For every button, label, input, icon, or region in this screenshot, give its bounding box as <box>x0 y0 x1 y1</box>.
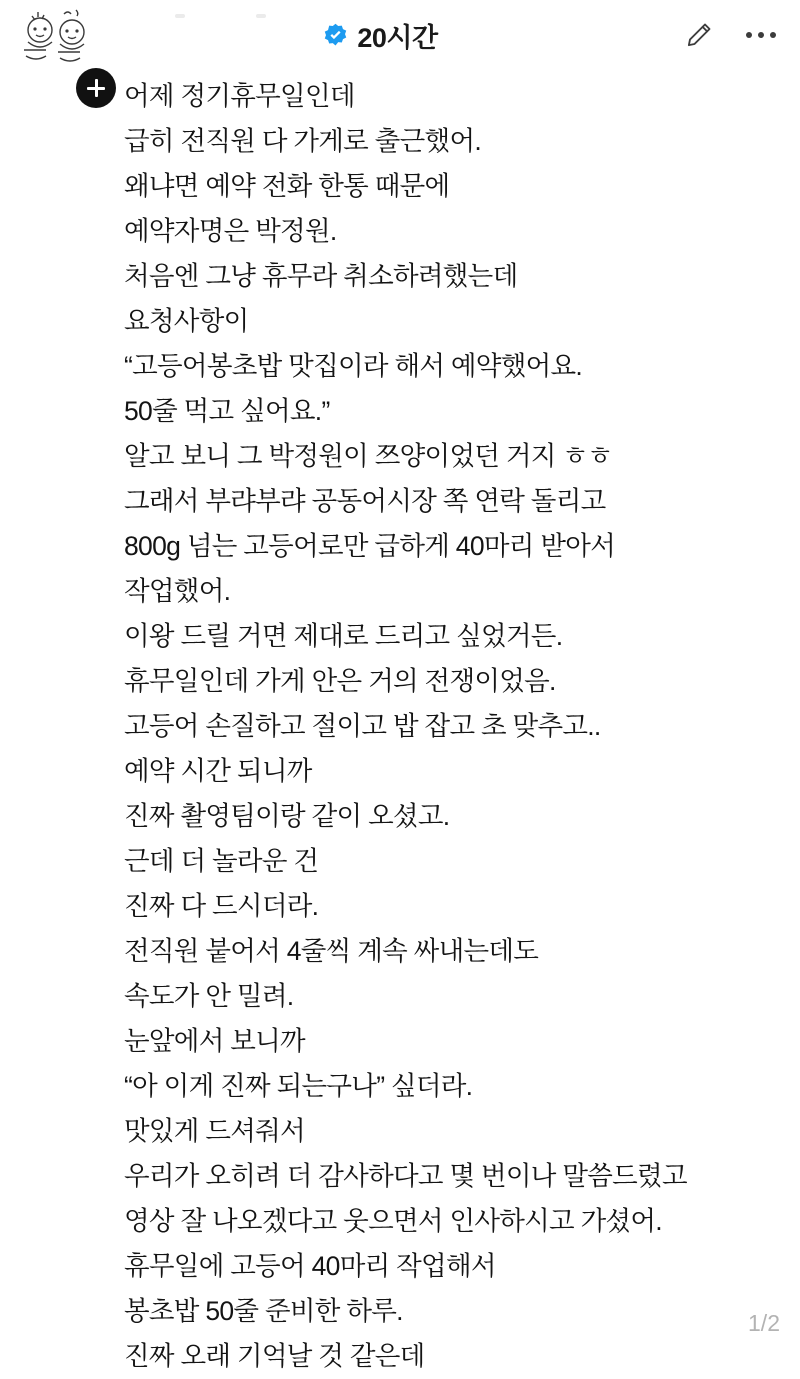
post-line: 요청사항이 <box>124 306 249 336</box>
post-line: 맛있게 드셔줘서 <box>124 1116 305 1146</box>
verified-badge-icon <box>322 22 349 49</box>
post-line: 휴무일인데 가게 안은 거의 전쟁이었음. <box>124 666 556 696</box>
post-header <box>0 0 800 70</box>
post-line: 우리가 오히려 더 감사하다고 몇 번이나 말씀드렸고 <box>124 1161 687 1191</box>
avatar-illustration-icon <box>14 4 98 66</box>
post-line: 봉초밥 50줄 준비한 하루. <box>124 1296 403 1326</box>
post-line: 속도가 안 밀려. <box>124 981 294 1011</box>
post-line: “아 이게 진짜 되는구나” 싶더라. <box>124 1071 473 1101</box>
post-line: 영상 잘 나오겠다고 웃으면서 인사하시고 가셨어. <box>124 1206 662 1236</box>
post-line: “고등어봉초밥 맛집이라 해서 예약했어요. <box>124 351 583 381</box>
post-text-body <box>0 70 800 1379</box>
post-line: 800g 넘는 고등어로만 급하게 40마리 받아서 <box>124 531 616 561</box>
post-line: 고등어 손질하고 절이고 밥 잡고 초 맞추고.. <box>124 711 601 741</box>
post-line: 처음엔 그냥 휴무라 취소하려했는데 <box>124 261 518 291</box>
more-options-icon[interactable] <box>744 18 778 52</box>
post-line: 급히 전직원 다 가게로 출근했어. <box>124 126 481 156</box>
timestamp-label: 20시간 <box>357 22 438 53</box>
post-line: 진짜 오래 기억날 것 같은데 <box>124 1341 425 1371</box>
avatar[interactable] <box>14 4 98 66</box>
post-line: 왜냐면 예약 전화 한통 때문에 <box>124 171 450 201</box>
post-line: 진짜 다 드시더라. <box>124 891 319 921</box>
header-faint-mark <box>256 14 266 18</box>
post-line: 진짜 촬영팀이랑 같이 오셨고. <box>124 801 450 831</box>
post-line: 예약자명은 박정원. <box>124 216 337 246</box>
post-line: 50줄 먹고 싶어요.” <box>124 396 330 426</box>
post-line: 작업했어. <box>124 576 231 606</box>
post-line: 그래서 부랴부랴 공동어시장 쪽 연락 돌리고 <box>124 486 606 516</box>
add-follow-button[interactable] <box>76 68 116 108</box>
post-line: 눈앞에서 보니까 <box>124 1026 305 1056</box>
header-center <box>78 16 682 55</box>
post-line: 어제 정기휴무일인데 <box>124 81 355 111</box>
pencil-icon[interactable] <box>682 18 716 52</box>
page-indicator: 1/2 <box>748 1310 780 1336</box>
post-line: 이왕 드릴 거면 제대로 드리고 싶었거든. <box>124 621 563 651</box>
post-line: 예약 시간 되니까 <box>124 756 312 786</box>
post-line: 전직원 붙어서 4줄씩 계속 싸내는데도 <box>124 936 539 966</box>
post-line: 휴무일에 고등어 40마리 작업해서 <box>124 1251 496 1281</box>
post-line: 근데 더 놀라운 건 <box>124 846 319 876</box>
header-actions <box>682 18 778 52</box>
post-line: 알고 보니 그 박정원이 쯔양이었던 거지 ㅎㅎ <box>124 441 613 471</box>
header-faint-mark <box>175 14 185 18</box>
